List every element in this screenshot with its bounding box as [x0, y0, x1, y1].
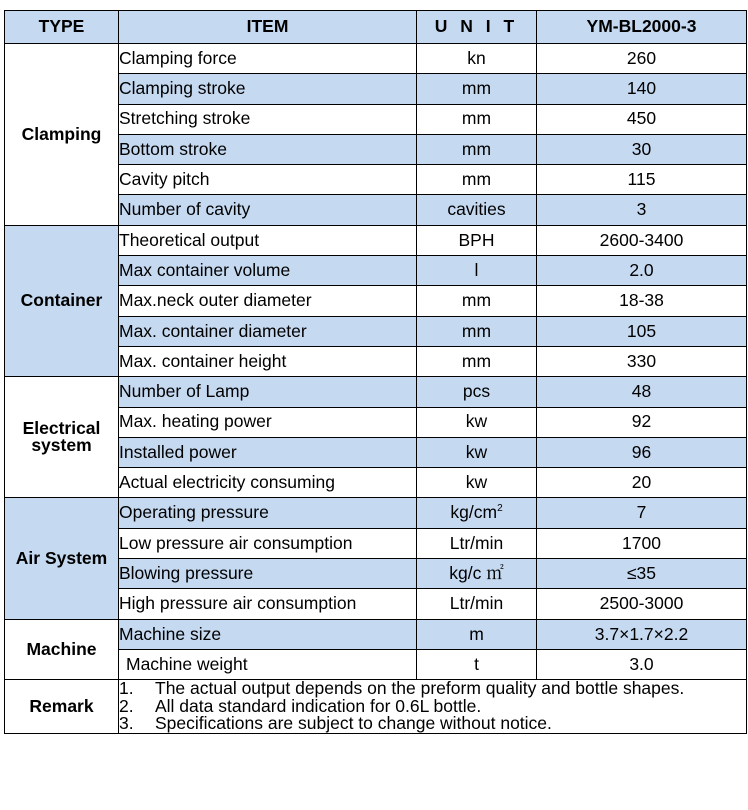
- value-cell: 2600-3400: [537, 225, 747, 255]
- remark-note: [119, 715, 746, 733]
- item-cell: Max.neck outer diameter: [119, 286, 417, 316]
- value-cell: 92: [537, 407, 747, 437]
- unit-cell: kw: [417, 407, 537, 437]
- item-cell: Machine weight: [119, 649, 417, 679]
- item-cell: Installed power: [119, 437, 417, 467]
- value-cell: 105: [537, 316, 747, 346]
- remark-note-text: Specifications are subject to change without notice.: [155, 713, 552, 734]
- unit-cell: kw: [417, 437, 537, 467]
- unit-cell: mm: [417, 74, 537, 104]
- header-item: ITEM: [119, 11, 417, 44]
- value-cell: 48: [537, 377, 747, 407]
- value-cell: 115: [537, 165, 747, 195]
- unit-cell: mm: [417, 316, 537, 346]
- item-cell: Clamping stroke: [119, 74, 417, 104]
- header-row: [5, 11, 747, 44]
- value-cell: 2.0: [537, 256, 747, 286]
- unit-cell: mm: [417, 346, 537, 376]
- remark-note-text: The actual output depends on the preform quality and bottle shapes.: [155, 679, 685, 699]
- type-clamping: Clamping: [5, 44, 119, 226]
- value-cell: 260: [537, 44, 747, 74]
- unit-cell: mm: [417, 104, 537, 134]
- header-type: TYPE: [5, 11, 119, 44]
- item-cell: Theoretical output: [119, 225, 417, 255]
- item-cell: High pressure air consumption: [119, 589, 417, 619]
- value-cell: 3.0: [537, 649, 747, 679]
- value-cell: 96: [537, 437, 747, 467]
- remark-note-number: 3.: [119, 713, 134, 734]
- table-row: [5, 225, 747, 255]
- spec-table: [4, 10, 747, 734]
- remark-note-text: All data standard indication for 0.6L bottle.: [155, 695, 482, 716]
- unit-cell: mm: [417, 286, 537, 316]
- unit-cell: cavities: [417, 195, 537, 225]
- item-cell: Stretching stroke: [119, 104, 417, 134]
- header-unit: U N I T: [417, 11, 537, 44]
- value-cell: 7: [537, 498, 747, 528]
- unit-cell: [417, 498, 537, 528]
- item-cell: Bottom stroke: [119, 134, 417, 164]
- type-electrical: [5, 377, 119, 498]
- value-cell: 18-38: [537, 286, 747, 316]
- item-cell: Operating pressure: [119, 498, 417, 528]
- item-cell: Max. heating power: [119, 407, 417, 437]
- unit-cell: mm: [417, 134, 537, 164]
- item-cell: Machine size: [119, 619, 417, 649]
- item-cell: Max. container height: [119, 346, 417, 376]
- type-electrical-line1: Electrical: [22, 417, 101, 438]
- remark-notes: [119, 680, 747, 734]
- item-cell: Max container volume: [119, 256, 417, 286]
- unit-text: kg/cm: [450, 502, 498, 523]
- value-cell: 330: [537, 346, 747, 376]
- unit-cell: kw: [417, 468, 537, 498]
- value-cell: 3: [537, 195, 747, 225]
- unit-cell: kg/c ㎡: [417, 559, 537, 589]
- value-cell: 1700: [537, 528, 747, 558]
- unit-cell: l: [417, 256, 537, 286]
- table-row: [5, 377, 747, 407]
- type-electrical-line2: system: [31, 435, 92, 456]
- value-cell: 3.7×1.7×2.2: [537, 619, 747, 649]
- item-cell: Actual electricity consuming: [119, 468, 417, 498]
- table-row: [5, 44, 747, 74]
- table-row: [5, 498, 747, 528]
- unit-cell: BPH: [417, 225, 537, 255]
- value-cell: 2500-3000: [537, 589, 747, 619]
- unit-cell: mm: [417, 165, 537, 195]
- type-air-system: Air System: [5, 498, 119, 619]
- item-cell: Blowing pressure: [119, 559, 417, 589]
- item-cell: Number of Lamp: [119, 377, 417, 407]
- value-cell: ≤35: [537, 559, 747, 589]
- unit-cell: pcs: [417, 377, 537, 407]
- unit-cell: Ltr/min: [417, 528, 537, 558]
- value-cell: 450: [537, 104, 747, 134]
- value-cell: 140: [537, 74, 747, 104]
- value-cell: 20: [537, 468, 747, 498]
- header-model: YM-BL2000-3: [537, 11, 747, 44]
- table-row: [5, 619, 747, 649]
- type-remark: Remark: [5, 680, 119, 734]
- unit-cell: t: [417, 649, 537, 679]
- remark-row: [5, 680, 747, 734]
- remark-note-number: 1.: [119, 679, 134, 699]
- item-cell: Clamping force: [119, 44, 417, 74]
- unit-cell: Ltr/min: [417, 589, 537, 619]
- unit-cell: kn: [417, 44, 537, 74]
- value-cell: 30: [537, 134, 747, 164]
- type-machine: Machine: [5, 619, 119, 680]
- remark-note-number: 2.: [119, 695, 134, 716]
- item-cell: Cavity pitch: [119, 165, 417, 195]
- item-cell: Low pressure air consumption: [119, 528, 417, 558]
- unit-cell: m: [417, 619, 537, 649]
- unit-superscript: 2: [497, 503, 503, 515]
- item-cell: Number of cavity: [119, 195, 417, 225]
- item-cell: Max. container diameter: [119, 316, 417, 346]
- type-container: Container: [5, 225, 119, 376]
